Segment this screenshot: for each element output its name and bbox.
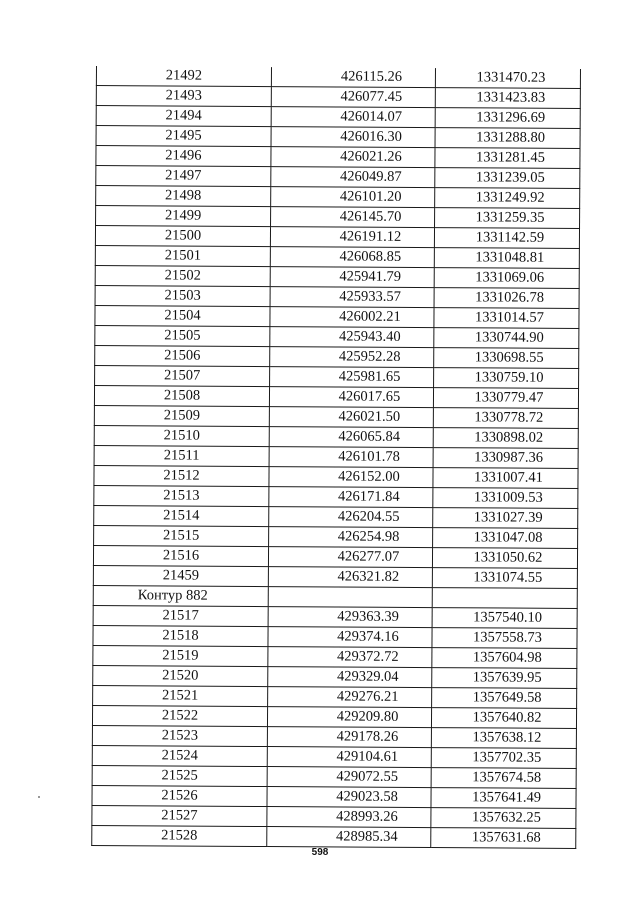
table-row [92, 805, 576, 828]
x-coordinate-cell [270, 287, 434, 308]
page-number: 598 [311, 847, 329, 858]
x-coordinate-cell [268, 647, 432, 668]
table-row [92, 725, 576, 748]
y-coordinate-cell [434, 248, 579, 269]
y-coordinate-cell-text: 1331074.55 [473, 569, 543, 586]
point-number-cell [94, 485, 269, 506]
y-coordinate-cell-text: 1331026.78 [475, 289, 545, 306]
table-row [93, 625, 577, 648]
y-coordinate-cell [433, 528, 578, 549]
point-number-cell [96, 206, 271, 227]
point-number-cell-text: 21503 [164, 287, 201, 304]
point-number-cell [96, 166, 271, 187]
point-number-cell-text: 21520 [162, 667, 199, 684]
point-number-cell [96, 126, 271, 147]
table-row [94, 505, 578, 528]
point-number-cell-text: 21516 [162, 547, 200, 564]
y-coordinate-cell-text: 1331009.53 [473, 489, 543, 506]
y-coordinate-cell-text: 1357641.49 [472, 789, 542, 806]
point-number-cell-text: 21521 [161, 687, 199, 704]
point-number-cell-text: 21501 [164, 247, 202, 264]
point-number-cell [93, 545, 268, 566]
x-coordinate-cell-text: 426014.07 [340, 108, 403, 125]
y-coordinate-cell-text: 1357540.10 [473, 609, 543, 626]
x-coordinate-cell-text: 429372.72 [337, 648, 399, 665]
point-number-cell [93, 665, 268, 686]
point-number-cell [92, 785, 267, 806]
table-row [93, 665, 577, 688]
point-number-cell [93, 625, 268, 646]
coordinates-table [91, 66, 581, 849]
point-number-cell [95, 245, 270, 266]
point-number-cell-text: 21498 [165, 187, 202, 204]
point-number-cell-text: 21511 [163, 447, 200, 464]
x-coordinate-cell-text: 426016.30 [340, 128, 402, 145]
y-coordinate-cell-text: 1357674.58 [472, 769, 542, 786]
point-number-cell [96, 186, 271, 207]
x-coordinate-cell [270, 347, 434, 368]
y-coordinate-cell-text: 1331470.23 [476, 69, 546, 86]
point-number-cell-text: 21506 [164, 347, 201, 364]
point-number-cell-text: 21519 [162, 647, 199, 664]
y-coordinate-cell [434, 348, 579, 369]
point-number-cell-text: 21526 [161, 787, 198, 804]
point-number-cell [94, 445, 269, 466]
y-coordinate-cell-text: 1357632.25 [471, 809, 541, 826]
point-number-cell [94, 425, 269, 446]
x-coordinate-cell-text: 428993.26 [336, 808, 398, 825]
y-coordinate-cell-text: 1331069.06 [475, 269, 545, 286]
table-row [94, 425, 578, 448]
y-coordinate-cell-text: 1331007.41 [474, 469, 543, 486]
table-row [93, 605, 577, 628]
y-coordinate-cell-text: 1331047.08 [473, 529, 543, 546]
y-coordinate-cell-text: 1330779.47 [474, 389, 544, 406]
y-coordinate-cell-text: 1357631.68 [471, 829, 541, 846]
y-coordinate-cell [433, 488, 578, 509]
point-number-cell-text: 21502 [164, 267, 201, 284]
x-coordinate-cell [271, 187, 435, 208]
x-coordinate-cell [269, 447, 433, 468]
x-coordinate-cell-text: 426017.65 [338, 388, 401, 405]
y-coordinate-cell-text: 1330987.36 [474, 449, 544, 466]
x-coordinate-cell [268, 687, 432, 708]
x-coordinate-cell [269, 427, 433, 448]
y-coordinate-cell [432, 568, 577, 589]
x-coordinate-cell-text: 429363.39 [337, 608, 400, 625]
contour-header-row [93, 585, 577, 608]
point-number-cell [92, 725, 267, 746]
x-coordinate-cell [269, 507, 433, 528]
table-row [95, 305, 579, 328]
point-number-cell [93, 605, 268, 626]
point-number-cell [96, 146, 271, 167]
x-coordinate-cell-text: 426191.12 [339, 228, 402, 245]
point-number-cell-text: 21494 [165, 107, 202, 124]
x-coordinate-cell [270, 307, 434, 328]
x-coordinate-cell [270, 267, 434, 288]
y-coordinate-cell [435, 88, 580, 109]
x-coordinate-cell-text: 426068.85 [339, 248, 402, 265]
x-coordinate-cell [271, 67, 435, 88]
y-coordinate-cell [431, 828, 576, 849]
point-number-cell-text: 21509 [163, 407, 201, 424]
x-coordinate-cell-text: 426002.21 [339, 308, 401, 325]
point-number-cell-text: 21499 [164, 207, 202, 224]
point-number-cell-text: 21508 [163, 387, 201, 404]
point-number-cell-text: 21492 [165, 67, 203, 84]
x-coordinate-cell-text: 426021.26 [340, 148, 402, 165]
point-number-cell-text: 21510 [163, 427, 200, 444]
point-number-cell [95, 365, 270, 386]
x-coordinate-cell-text: 429023.58 [336, 788, 398, 805]
table-row [96, 66, 580, 88]
y-coordinate-cell [435, 188, 580, 209]
table-row [95, 325, 579, 348]
y-coordinate-cell-text: 1331288.80 [476, 129, 546, 146]
y-coordinate-cell-text: 1331048.81 [475, 249, 545, 266]
x-coordinate-cell [271, 147, 435, 168]
y-coordinate-cell [431, 768, 576, 789]
point-number-cell [95, 265, 270, 286]
table-row [94, 405, 578, 428]
table-row [94, 445, 578, 468]
x-coordinate-cell [268, 587, 432, 608]
table-row [92, 765, 576, 788]
x-coordinate-cell [271, 167, 435, 188]
x-coordinate-cell [268, 547, 432, 568]
y-coordinate-cell [433, 508, 578, 529]
y-coordinate-cell [434, 328, 579, 349]
x-coordinate-cell [268, 607, 432, 628]
y-coordinate-cell-text: 1330778.72 [474, 409, 544, 426]
y-coordinate-cell [435, 168, 580, 189]
y-coordinate-cell-text: 1357604.98 [472, 649, 542, 666]
x-coordinate-cell-text: 429276.21 [336, 688, 399, 705]
x-coordinate-cell-text: 426049.87 [339, 168, 402, 185]
y-coordinate-cell-text: 1357640.82 [472, 709, 542, 726]
table-row [92, 705, 576, 728]
point-number-cell-text: 21507 [163, 367, 201, 384]
point-number-cell-text: 21495 [165, 127, 202, 144]
x-coordinate-cell [271, 87, 435, 108]
x-coordinate-cell-text: 426077.45 [340, 88, 403, 105]
x-coordinate-cell-text: 426254.98 [337, 528, 400, 545]
y-coordinate-cell [435, 128, 580, 149]
y-coordinate-cell [434, 228, 579, 249]
x-coordinate-cell [267, 707, 431, 728]
x-coordinate-cell-text: 425943.40 [338, 328, 401, 345]
point-number-cell [94, 385, 269, 406]
x-coordinate-cell-text: 426204.55 [337, 508, 400, 525]
x-coordinate-cell [267, 807, 431, 828]
x-coordinate-cell [268, 567, 432, 588]
point-number-cell-text: 21505 [164, 327, 201, 344]
point-number-cell-text: 21517 [162, 607, 199, 624]
x-coordinate-cell [267, 787, 431, 808]
y-coordinate-cell-text: 1331142.59 [475, 229, 545, 246]
y-coordinate-cell [435, 148, 580, 169]
table-row [96, 206, 580, 229]
table-row [95, 245, 579, 268]
x-coordinate-cell-text: 425933.57 [339, 288, 401, 305]
x-coordinate-cell [270, 327, 434, 348]
table-row [92, 745, 576, 768]
y-coordinate-cell-text: 1330744.90 [474, 329, 544, 346]
x-coordinate-cell-text: 429104.61 [336, 748, 399, 765]
y-coordinate-cell [434, 308, 579, 329]
x-coordinate-cell [271, 207, 435, 228]
x-coordinate-cell [271, 127, 435, 148]
y-coordinate-cell-text: 1331423.83 [476, 89, 546, 106]
table-row [95, 226, 579, 249]
x-coordinate-cell-text: 429209.80 [336, 708, 399, 725]
point-number-cell-text: 21496 [165, 147, 202, 164]
table-row [93, 685, 577, 708]
table-row [96, 146, 580, 169]
point-number-cell [93, 645, 268, 666]
y-coordinate-cell-text: 1331296.69 [476, 109, 546, 126]
point-number-cell-text: Контур 882 [137, 587, 208, 604]
x-coordinate-cell-text: 426101.20 [339, 188, 402, 205]
x-coordinate-cell-text: 425981.65 [338, 368, 401, 385]
point-number-cell [94, 505, 269, 526]
x-coordinate-cell [269, 407, 433, 428]
table-row [96, 126, 580, 149]
y-coordinate-cell-text: 1331281.45 [475, 149, 545, 166]
x-coordinate-cell [270, 367, 434, 388]
y-coordinate-cell-text: 1331050.62 [473, 549, 543, 566]
table-row [94, 525, 578, 548]
scan-speck [38, 796, 40, 798]
y-coordinate-cell [431, 708, 576, 729]
x-coordinate-cell [268, 627, 432, 648]
point-number-cell-text: 21500 [164, 227, 202, 244]
point-number-cell [93, 565, 268, 586]
x-coordinate-cell-text: 426065.84 [338, 428, 401, 445]
y-coordinate-cell [435, 68, 580, 88]
x-coordinate-cell-text: 426321.82 [337, 568, 400, 585]
y-coordinate-cell [432, 668, 577, 689]
x-coordinate-cell-text: 425952.28 [338, 348, 401, 365]
point-number-cell-text: 21518 [162, 627, 199, 644]
y-coordinate-cell [431, 748, 576, 769]
y-coordinate-cell-text: 1357558.73 [473, 629, 543, 646]
coordinates-table-body [92, 66, 581, 848]
point-number-cell-text: 21522 [161, 707, 199, 724]
point-number-cell [93, 685, 268, 706]
y-coordinate-cell [435, 208, 580, 229]
point-number-cell [92, 765, 267, 786]
y-coordinate-cell-text: 1331249.92 [475, 189, 545, 206]
point-number-cell-text: 21504 [164, 307, 201, 324]
point-number-cell [94, 465, 269, 486]
x-coordinate-cell-text: 426115.26 [340, 68, 403, 85]
point-number-cell [95, 305, 270, 326]
point-number-cell [95, 325, 270, 346]
y-coordinate-cell [434, 288, 579, 309]
table-row [96, 86, 580, 109]
y-coordinate-cell [431, 788, 576, 809]
point-number-cell [96, 66, 271, 87]
point-number-cell [92, 745, 267, 766]
x-coordinate-cell-text: 428985.34 [335, 828, 398, 845]
y-coordinate-cell [433, 408, 578, 429]
x-coordinate-cell [267, 767, 431, 788]
table-row [92, 785, 576, 808]
x-coordinate-cell-text: 426145.70 [339, 208, 402, 225]
point-number-cell [94, 405, 269, 426]
x-coordinate-cell [270, 227, 434, 248]
y-coordinate-cell [433, 428, 578, 449]
x-coordinate-cell [268, 667, 432, 688]
point-number-cell-text: 21525 [161, 767, 198, 784]
x-coordinate-cell [269, 467, 433, 488]
y-coordinate-cell [431, 728, 576, 749]
point-number-cell [92, 805, 267, 826]
point-number-cell-text: 21493 [165, 87, 202, 104]
x-coordinate-cell [270, 247, 434, 268]
y-coordinate-cell [434, 268, 579, 289]
y-coordinate-cell [432, 548, 577, 569]
y-coordinate-cell-text: 1357638.12 [472, 729, 542, 746]
point-number-cell-text: 21512 [163, 467, 200, 484]
point-number-cell [96, 106, 271, 127]
x-coordinate-cell-text: 426152.00 [338, 468, 400, 485]
y-coordinate-cell-text: 1330698.55 [474, 349, 544, 366]
table-row [95, 265, 579, 288]
table-row [96, 186, 580, 209]
y-coordinate-cell-text: 1330898.02 [474, 429, 544, 446]
x-coordinate-cell-text: 429178.26 [336, 728, 399, 745]
y-coordinate-cell [433, 388, 578, 409]
x-coordinate-cell [269, 487, 433, 508]
y-coordinate-cell [434, 368, 579, 389]
y-coordinate-cell-text: 1331014.57 [474, 309, 544, 326]
point-number-cell-text: 21515 [162, 527, 200, 544]
point-number-cell-text: 21497 [165, 167, 202, 184]
table-row [93, 545, 577, 568]
table-row [94, 385, 578, 408]
y-coordinate-cell-text: 1330759.10 [474, 369, 544, 386]
table-row [95, 345, 579, 368]
y-coordinate-cell-text: 1357639.95 [472, 669, 542, 686]
table-row [93, 565, 577, 588]
table-row [94, 465, 578, 488]
table-row [95, 365, 579, 388]
x-coordinate-cell-text: 426101.78 [338, 448, 400, 465]
table-row [96, 166, 580, 189]
x-coordinate-cell [267, 747, 431, 768]
y-coordinate-cell [432, 688, 577, 709]
y-coordinate-cell-text: 1331259.35 [475, 209, 545, 226]
point-number-cell [95, 285, 270, 306]
point-number-cell [95, 345, 270, 366]
point-number-cell-text: 21527 [161, 807, 198, 824]
table-row [93, 645, 577, 668]
y-coordinate-cell [433, 468, 578, 489]
x-coordinate-cell-text: 426277.07 [337, 548, 400, 565]
table-row [94, 485, 578, 508]
x-coordinate-cell-text: 426171.84 [338, 488, 400, 505]
x-coordinate-cell [267, 827, 431, 848]
point-number-cell-text: 21459 [162, 567, 200, 584]
point-number-cell-text: 21528 [161, 827, 198, 844]
point-number-cell [96, 86, 271, 107]
point-number-cell [93, 585, 268, 606]
y-coordinate-cell-text: 1357702.35 [472, 749, 542, 766]
y-coordinate-cell [432, 608, 577, 629]
point-number-cell [95, 226, 270, 247]
point-number-cell [92, 705, 267, 726]
point-number-cell-text: 21523 [161, 727, 199, 744]
y-coordinate-cell-text: 1331027.39 [473, 509, 543, 526]
x-coordinate-cell [269, 387, 433, 408]
y-coordinate-cell [435, 108, 580, 129]
point-number-cell-text: 21514 [163, 507, 200, 524]
y-coordinate-cell-text: 1331239.05 [475, 169, 545, 186]
table-row [92, 825, 576, 848]
x-coordinate-cell-text: 429072.55 [336, 768, 399, 785]
y-coordinate-cell [432, 648, 577, 669]
x-coordinate-cell-text: 429374.16 [337, 628, 399, 645]
table-row [96, 106, 580, 129]
x-coordinate-cell-text: 426021.50 [338, 408, 401, 425]
y-coordinate-cell [433, 448, 578, 469]
y-coordinate-cell-text: 1357649.58 [472, 689, 542, 706]
x-coordinate-cell [271, 107, 435, 128]
point-number-cell-text: 21524 [161, 747, 198, 764]
x-coordinate-cell-text: 425941.79 [339, 268, 402, 285]
y-coordinate-cell [432, 628, 577, 649]
point-number-cell [94, 525, 269, 546]
table-row [95, 285, 579, 308]
x-coordinate-cell [267, 727, 431, 748]
y-coordinate-cell [431, 808, 576, 829]
y-coordinate-cell [432, 588, 577, 609]
point-number-cell-text: 21513 [163, 487, 200, 504]
x-coordinate-cell [269, 527, 433, 548]
point-number-cell [92, 825, 267, 846]
x-coordinate-cell-text: 429329.04 [336, 668, 399, 685]
